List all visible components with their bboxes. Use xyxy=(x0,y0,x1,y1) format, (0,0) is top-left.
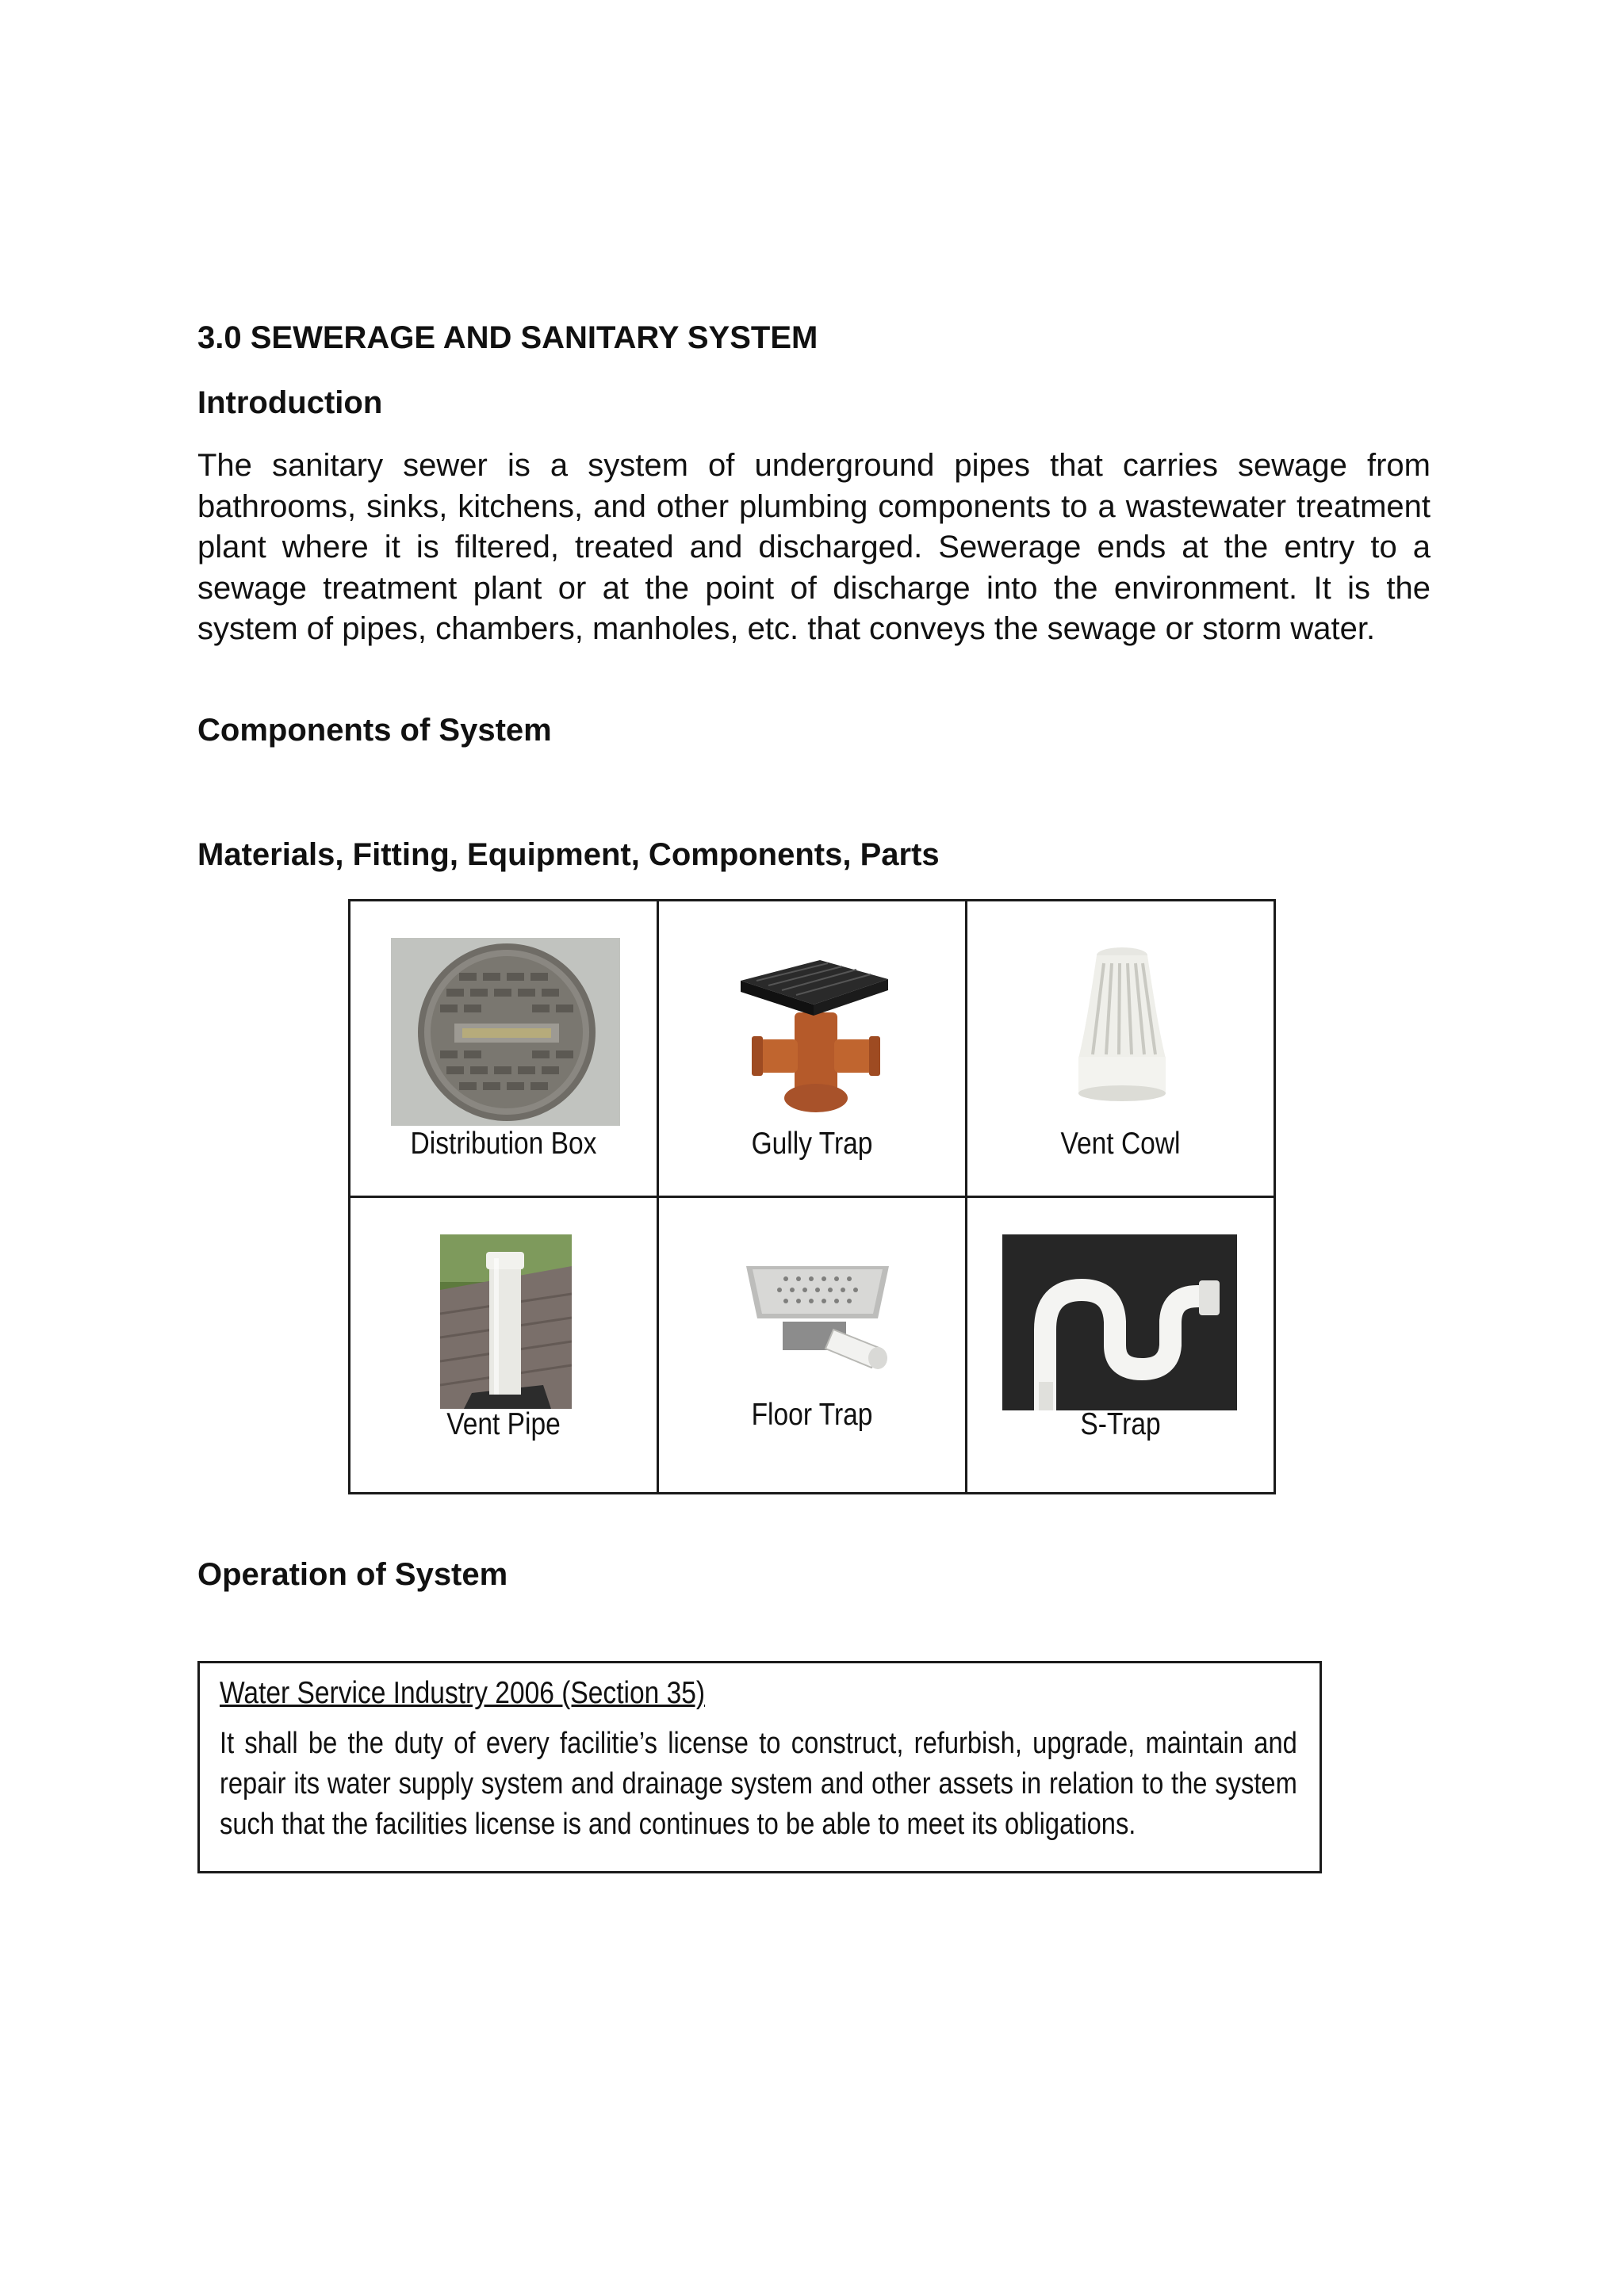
components-heading: Components of System xyxy=(197,713,552,748)
regulation-box xyxy=(197,1661,1322,1873)
operation-heading: Operation of System xyxy=(197,1557,508,1592)
part-label: Floor Trap xyxy=(751,1398,873,1432)
section-title: 3.0 SEWERAGE AND SANITARY SYSTEM xyxy=(197,320,818,355)
manhole-cover-photo xyxy=(391,938,620,1126)
vent-cowl-photo xyxy=(1063,924,1182,1122)
part-label: Vent Cowl xyxy=(1060,1127,1181,1161)
part-cell-s-trap xyxy=(967,1197,1275,1494)
regulation-title: Water Service Industry 2006 (Section 35) xyxy=(220,1676,706,1710)
regulation-text: It shall be the duty of every facilitie’s license to construct, refurbish, upgrade, maintain and repair its water supply system and drainage system and other assets in relation to the system such that the facilities license is and continues to be able to meet its obligations. xyxy=(220,1727,1297,1841)
part-label: S-Trap xyxy=(1080,1407,1161,1441)
floor-trap-photo xyxy=(738,1250,897,1377)
part-label: Distribution Box xyxy=(410,1127,597,1161)
part-cell-vent-pipe xyxy=(350,1197,658,1494)
gully-trap-photo xyxy=(725,957,899,1115)
introduction-paragraph: The sanitary sewer is a system of underground pipes that carries sewage from bathrooms, sinks, kitchens, and other plumbing components to a wastewater treatment plant where it is filtered, treated and discharged. Sewerage ends at the entry to a sewage treatment plant or at the point of discharge into the environment. It is the system of pipes, chambers, manholes, etc. that conveys the sewage or storm water. xyxy=(197,448,1431,646)
part-cell-distribution-box xyxy=(350,901,658,1197)
parts-row xyxy=(350,901,1275,1197)
part-label: Gully Trap xyxy=(751,1127,873,1161)
part-cell-floor-trap xyxy=(658,1197,967,1494)
part-label: Vent Pipe xyxy=(446,1407,561,1441)
part-cell-vent-cowl xyxy=(967,901,1275,1197)
parts-row xyxy=(350,1197,1275,1494)
s-trap-photo xyxy=(1002,1234,1237,1410)
materials-heading: Materials, Fitting, Equipment, Components, Parts xyxy=(197,837,940,872)
part-cell-gully-trap xyxy=(658,901,967,1197)
introduction-heading: Introduction xyxy=(197,385,383,420)
parts-table xyxy=(348,899,1276,1494)
vent-pipe-photo xyxy=(440,1234,572,1409)
